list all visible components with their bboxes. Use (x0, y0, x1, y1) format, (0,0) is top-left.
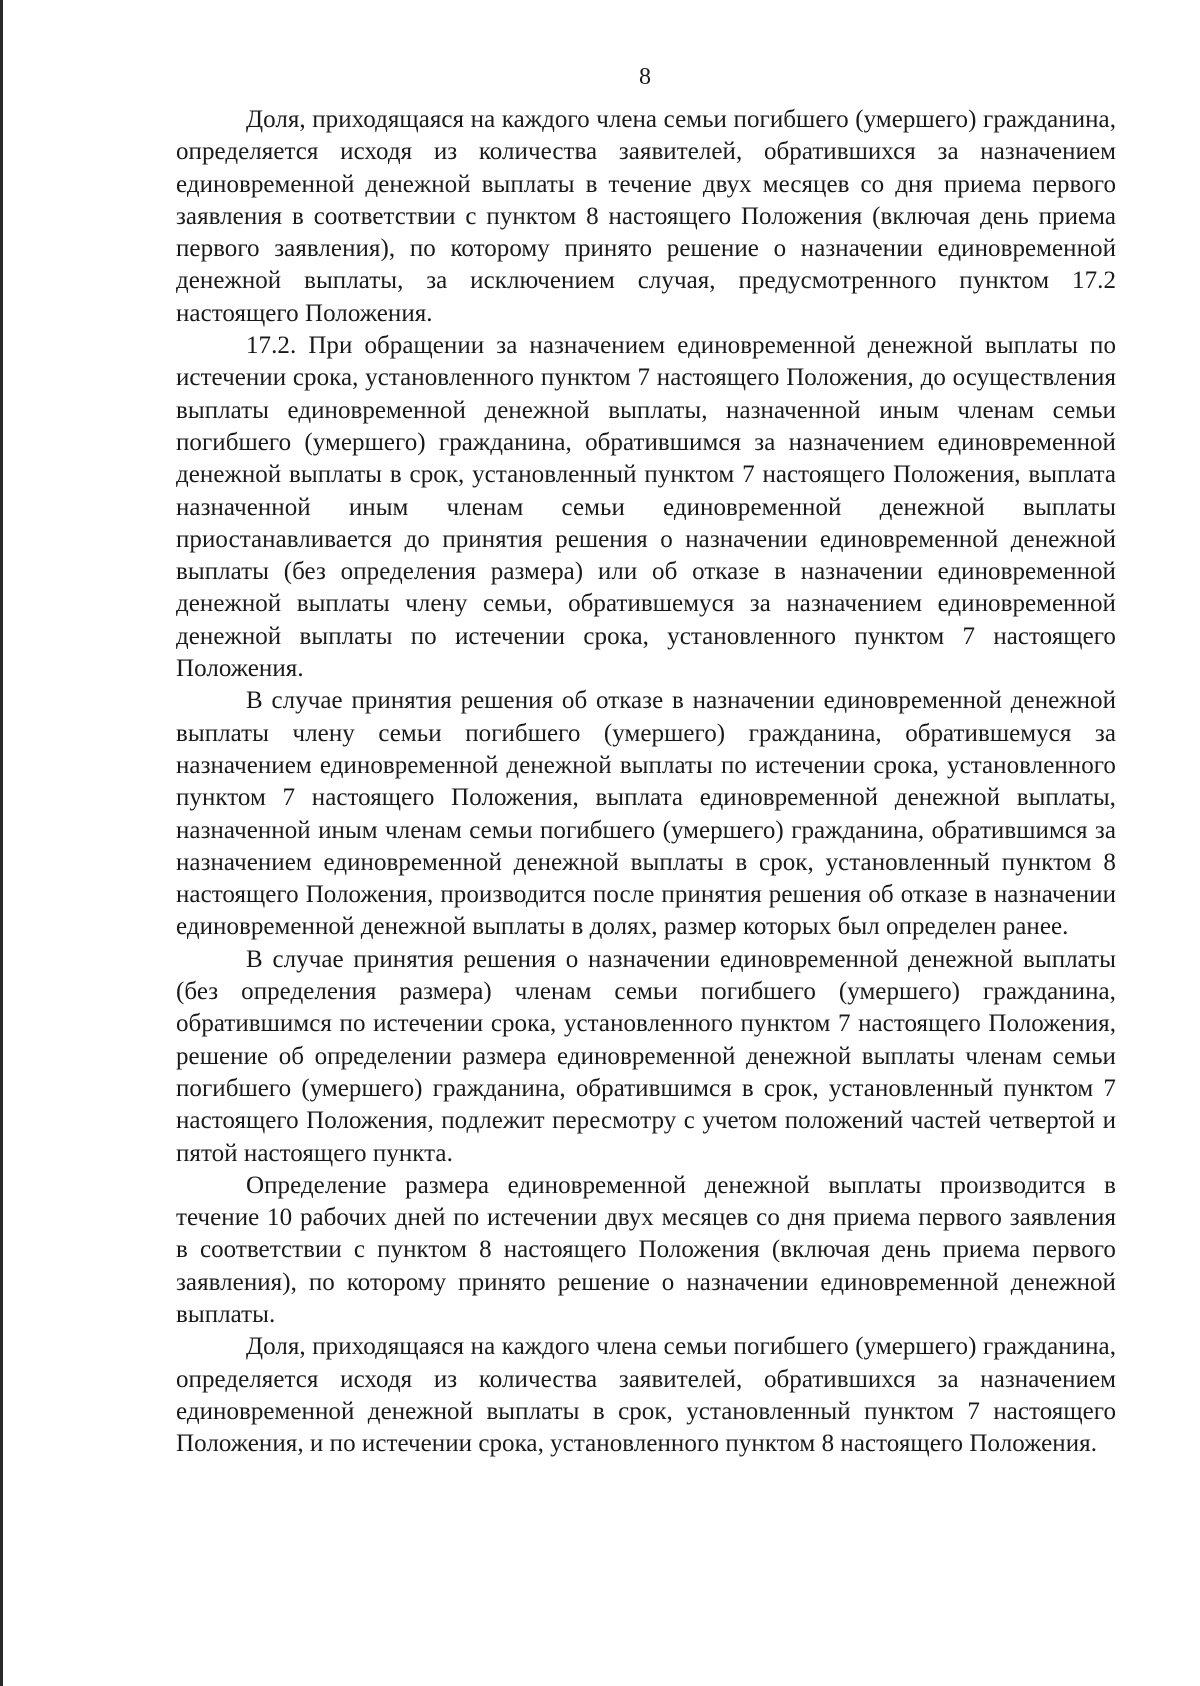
paragraph-share-definition-two-months: Доля, приходящаяся на каждого члена семьи погибшего (умершего) гражданина, определяется исходя из количества заявителей, обратившихся за назначением единовременной денежной выплаты в течение двух месяцев со дня приема первого заявления в соответствии с пунктом 8 настоящего Положения (включая день приема первого заявления), по которому принято решение о назначении единовременной денежной выплаты, за исключением случая, предусмотренного пунктом 17.2 настоящего Положения. (176, 106, 1116, 327)
page-number: 8 (639, 64, 651, 90)
paragraph-assignment-case: В случае принятия решения о назначении единовременной денежной выплаты (без определения размера) членам семьи погибшего (умершего) гражданина, обратившимся по истечении срока, установленного пунктом 7 настоящего Положения, решение об определении размера единовременной денежной выплаты членам семьи погибшего (умершего) гражданина, обратившимся в срок, установленный пунктом 7 настоящего Положения, подлежит пересмотру с учетом положений частей четвертой и пятой настоящего пункта. (176, 945, 1116, 1167)
document-body (176, 104, 1116, 1460)
paragraph-refusal-case: В случае принятия решения об отказе в назначении единовременной денежной выплаты члену семьи погибшего (умершего) гражданина, обратившемуся за назначением единовременной денежной выплаты по истечении срока, установленного пунктом 7 настоящего Положения, выплата единовременной денежной выплаты, назначенной иным членам семьи погибшего (умершего) гражданина, обратившимся за назначением единовременной денежной выплаты в срок, установленный пунктом 8 настоящего Положения, производится после принятия решения об отказе в назначении единовременной денежной выплаты в долях, размер которых был определен ранее. (176, 687, 1116, 941)
paragraph-17-2: 17.2. При обращении за назначением единовременной денежной выплаты по истечении срока, установленного пунктом 7 настоящего Положения, до осуществления выплаты единовременной денежной выплаты, назначенной иным членам семьи погибшего (умершего) гражданина, обратившимся за назначением единовременной денежной выплаты в срок, установленный пунктом 7 настоящего Положения, выплата назначенной иным членам семьи единовременной денежной выплаты приостанавливается до принятия решения о назначении единовременной денежной выплаты (без определения размера) или об отказе в назначении единовременной денежной выплаты члену семьи, обратившемуся за назначением единовременной денежной выплаты по истечении срока, установленного пунктом 7 настоящего Положения. (176, 332, 1116, 683)
paragraph-share-definition-final: Доля, приходящаяся на каждого члена семьи погибшего (умершего) гражданина, определяется исходя из количества заявителей, обратившихся за назначением единовременной денежной выплаты в срок, установленный пунктом 7 настоящего Положения, и по истечении срока, установленного пунктом 8 настоящего Положения. (176, 1333, 1116, 1458)
scan-edge (0, 0, 3, 1686)
paragraph-size-determination: Определение размера единовременной денежной выплаты производится в течение 10 рабочих дней по истечении двух месяцев со дня приема первого заявления в соответствии с пунктом 8 настоящего Положения (включая день приема первого заявления), по которому принято решение о назначении единовременной денежной выплаты. (176, 1171, 1116, 1328)
